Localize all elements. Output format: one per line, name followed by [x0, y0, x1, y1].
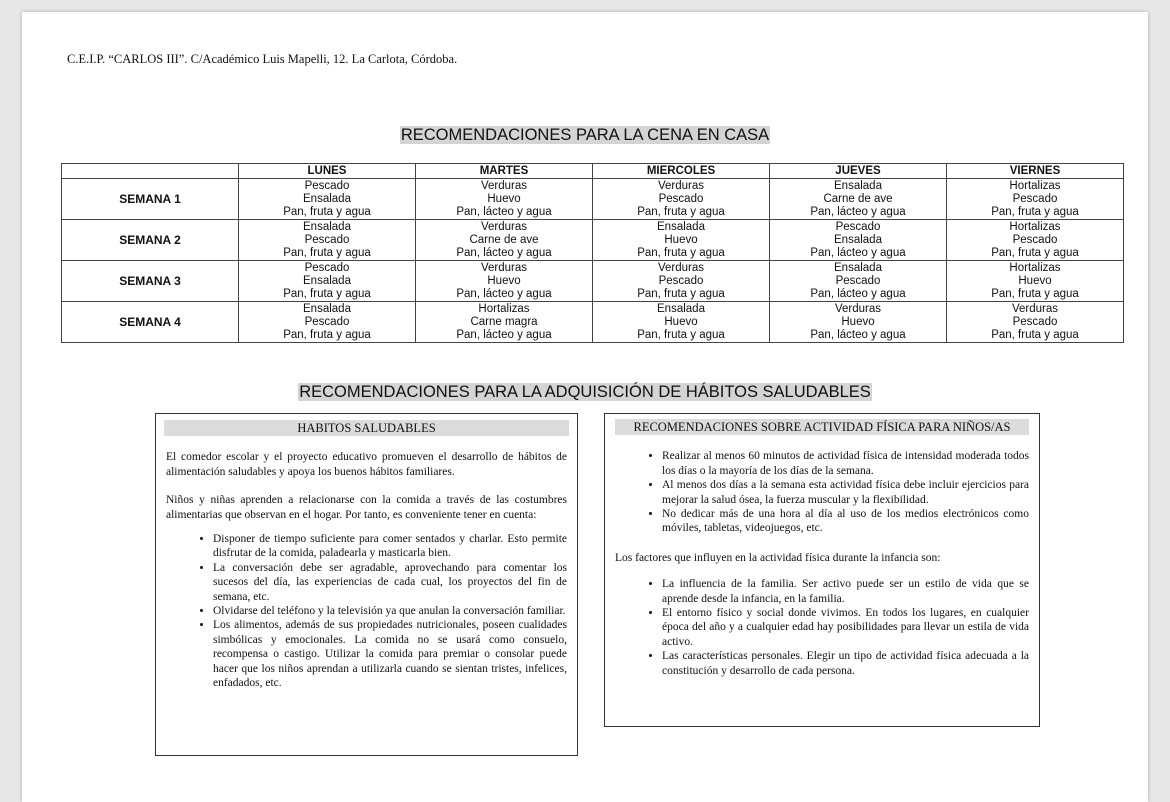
bullet-list [615, 577, 1029, 678]
menu-cell [593, 179, 770, 220]
menu-item: Pescado [304, 179, 350, 192]
menu-item: Huevo [664, 233, 698, 246]
school-header: C.E.I.P. “CARLOS III”. C/Académico Luis Mapelli, 12. La Carlota, Córdoba. [67, 52, 458, 66]
week-label: SEMANA 2 [62, 220, 239, 261]
corner-cell [62, 164, 239, 179]
menu-cell [770, 179, 947, 220]
menu-item: Pan, fruta y agua [283, 328, 371, 341]
menu-item: Pan, lácteo y agua [810, 246, 906, 259]
menu-cell [239, 302, 416, 343]
menu-item: Pan, fruta y agua [991, 246, 1079, 259]
menu-item: Pescado [1012, 233, 1058, 246]
menu-item: Pan, fruta y agua [991, 205, 1079, 218]
menu-item: Pescado [304, 233, 350, 246]
menu-item: Pan, lácteo y agua [810, 287, 906, 300]
day-header: JUEVES [770, 164, 947, 179]
menu-item: Ensalada [834, 261, 882, 274]
menu-item: Pescado [835, 220, 881, 233]
list-item: • No dedicar más de una hora al día al uso de los medios electrónicos como móviles, tabletas, videojuegos, etc. [662, 507, 1029, 536]
menu-item: Pan, fruta y agua [991, 287, 1079, 300]
menu-cell [947, 261, 1124, 302]
menu-cell [593, 302, 770, 343]
menu-item: Huevo [664, 315, 698, 328]
menu-item: Pan, lácteo y agua [810, 205, 906, 218]
menu-item: Pan, fruta y agua [283, 287, 371, 300]
menu-cell [239, 261, 416, 302]
menu-cell [239, 179, 416, 220]
menu-item: Hortalizas [1009, 261, 1061, 274]
menu-item: Pan, lácteo y agua [456, 287, 552, 300]
menu-item: Verduras [657, 179, 705, 192]
menu-item: Ensalada [303, 192, 351, 205]
menu-item: Ensalada [303, 302, 351, 315]
menu-item: Huevo [1018, 274, 1052, 287]
menu-item: Verduras [480, 220, 528, 233]
menu-item: Verduras [480, 261, 528, 274]
menu-item: Pan, fruta y agua [637, 287, 725, 300]
day-header: MIERCOLES [593, 164, 770, 179]
list-item: • Las características personales. Elegir un tipo de actividad física adecuada a la constitución y desarrollo de cada persona. [662, 649, 1029, 678]
menu-item: Hortalizas [1009, 220, 1061, 233]
menu-item: Hortalizas [1009, 179, 1061, 192]
day-header: LUNES [239, 164, 416, 179]
menu-cell [947, 179, 1124, 220]
bullet-list [615, 449, 1029, 535]
paragraph: Los factores que influyen en la actividad física durante la infancia son: [615, 551, 941, 564]
menu-item: Pescado [658, 192, 704, 205]
list-item: • Los alimentos, además de sus propiedades nutricionales, poseen cualidades simbólicas y emocionales. La comida no se usará como consuelo, recompensa o castigo. Utilizar la comida para premiar o consolar puede hacer que los niños aprendan a utilizarla cuando se sientan tristes, infelices, enfadados, etc. [213, 618, 567, 690]
menu-item: Pan, lácteo y agua [456, 328, 552, 341]
physical-activity-box [604, 413, 1040, 727]
bullet-list [166, 532, 567, 690]
table-row [62, 261, 1124, 302]
menu-cell [416, 302, 593, 343]
menu-item: Verduras [480, 179, 528, 192]
menu-cell [947, 220, 1124, 261]
menu-item: Pescado [304, 261, 350, 274]
menu-item: Pan, fruta y agua [283, 205, 371, 218]
menu-cell [416, 261, 593, 302]
list-item: • El entorno físico y social donde vivimos. En todos los lugares, en cualquier época del año y a cualquier edad hay posibilidades para llevar un estila de vida activo. [662, 606, 1029, 649]
menu-item: Ensalada [303, 274, 351, 287]
menu-item: Pescado [658, 274, 704, 287]
menu-cell [593, 220, 770, 261]
menu-item: Pescado [1012, 192, 1058, 205]
habits-section-title: RECOMENDACIONES PARA LA ADQUISICIÓN DE HÁBITOS SALUDABLES [299, 383, 871, 401]
menu-item: Hortalizas [478, 302, 530, 315]
menu-item: Pescado [304, 315, 350, 328]
menu-item: Pan, fruta y agua [637, 205, 725, 218]
week-label: SEMANA 4 [62, 302, 239, 343]
list-item: • La influencia de la familia. Ser activo puede ser un estilo de vida que se aprende desde la infancia, en la familia. [662, 577, 1029, 606]
menu-item: Pan, lácteo y agua [810, 328, 906, 341]
list-item: • Al menos dos días a la semana esta actividad física debe incluir ejercicios para mejorar la salud ósea, la fuerza muscular y la flexibilidad. [662, 478, 1029, 507]
menu-item: Ensalada [657, 302, 705, 315]
paragraph: Niños y niñas aprenden a relacionarse con la comida a través de las costumbres alimentarias que observan en el hogar. Por tanto, es conveniente tener en cuenta: [166, 494, 567, 521]
menu-item: Pan, fruta y agua [283, 246, 371, 259]
table-row [62, 220, 1124, 261]
week-label: SEMANA 3 [62, 261, 239, 302]
box-heading: HABITOS SALUDABLES [164, 420, 569, 436]
menu-item: Pan, fruta y agua [991, 328, 1079, 341]
menu-cell [416, 179, 593, 220]
healthy-habits-box [155, 413, 578, 756]
menu-item: Verduras [657, 261, 705, 274]
week-label: SEMANA 1 [62, 179, 239, 220]
menu-cell [770, 302, 947, 343]
menu-cell [770, 220, 947, 261]
menu-item: Pan, lácteo y agua [456, 205, 552, 218]
list-item: • Disponer de tiempo suficiente para comer sentados y charlar. Esto permite disfrutar de la comida, paladearla y masticarla bien. [213, 532, 567, 561]
menu-item: Pescado [1012, 315, 1058, 328]
menu-cell [593, 261, 770, 302]
menu-item: Ensalada [834, 233, 882, 246]
paragraph: El comedor escolar y el proyecto educativo promueven el desarrollo de hábitos de alimentación saludables y apoya los buenos hábitos familiares. [166, 451, 567, 478]
list-item: • Realizar al menos 60 minutos de actividad física de intensidad moderada todos los días o la mayoría de los días de la semana. [662, 449, 1029, 478]
menu-item: Verduras [1011, 302, 1059, 315]
menu-cell [947, 302, 1124, 343]
box-heading: RECOMENDACIONES SOBRE ACTIVIDAD FÍSICA PARA NIÑOS/AS [615, 419, 1029, 435]
list-item: • La conversación debe ser agradable, aprovechando para comentar los sucesos del día, las experiencias de cada cual, los proyectos del fin de semana, etc. [213, 561, 567, 604]
menu-item: Pescado [835, 274, 881, 287]
dinner-section-title: RECOMENDACIONES PARA LA CENA EN CASA [400, 126, 770, 144]
menu-item: Verduras [834, 302, 882, 315]
menu-item: Carne magra [470, 315, 538, 328]
menu-item: Ensalada [303, 220, 351, 233]
menu-cell [416, 220, 593, 261]
list-item: • Olvidarse del teléfono y la televisión ya que anulan la conversación familiar. [213, 604, 567, 618]
menu-item: Huevo [487, 192, 521, 205]
menu-item: Pan, fruta y agua [637, 246, 725, 259]
day-header: VIERNES [947, 164, 1124, 179]
menu-item: Pan, fruta y agua [637, 328, 725, 341]
document-page [22, 12, 1148, 802]
table-row [62, 302, 1124, 343]
dinner-menu-table [61, 163, 1124, 343]
table-row [62, 179, 1124, 220]
menu-item: Carne de ave [823, 192, 893, 205]
menu-item: Huevo [487, 274, 521, 287]
menu-item: Pan, lácteo y agua [456, 246, 552, 259]
menu-item: Ensalada [657, 220, 705, 233]
menu-cell [239, 220, 416, 261]
menu-item: Huevo [841, 315, 875, 328]
day-header: MARTES [416, 164, 593, 179]
menu-item: Carne de ave [469, 233, 539, 246]
menu-item: Ensalada [834, 179, 882, 192]
table-header-row [62, 164, 1124, 179]
menu-cell [770, 261, 947, 302]
